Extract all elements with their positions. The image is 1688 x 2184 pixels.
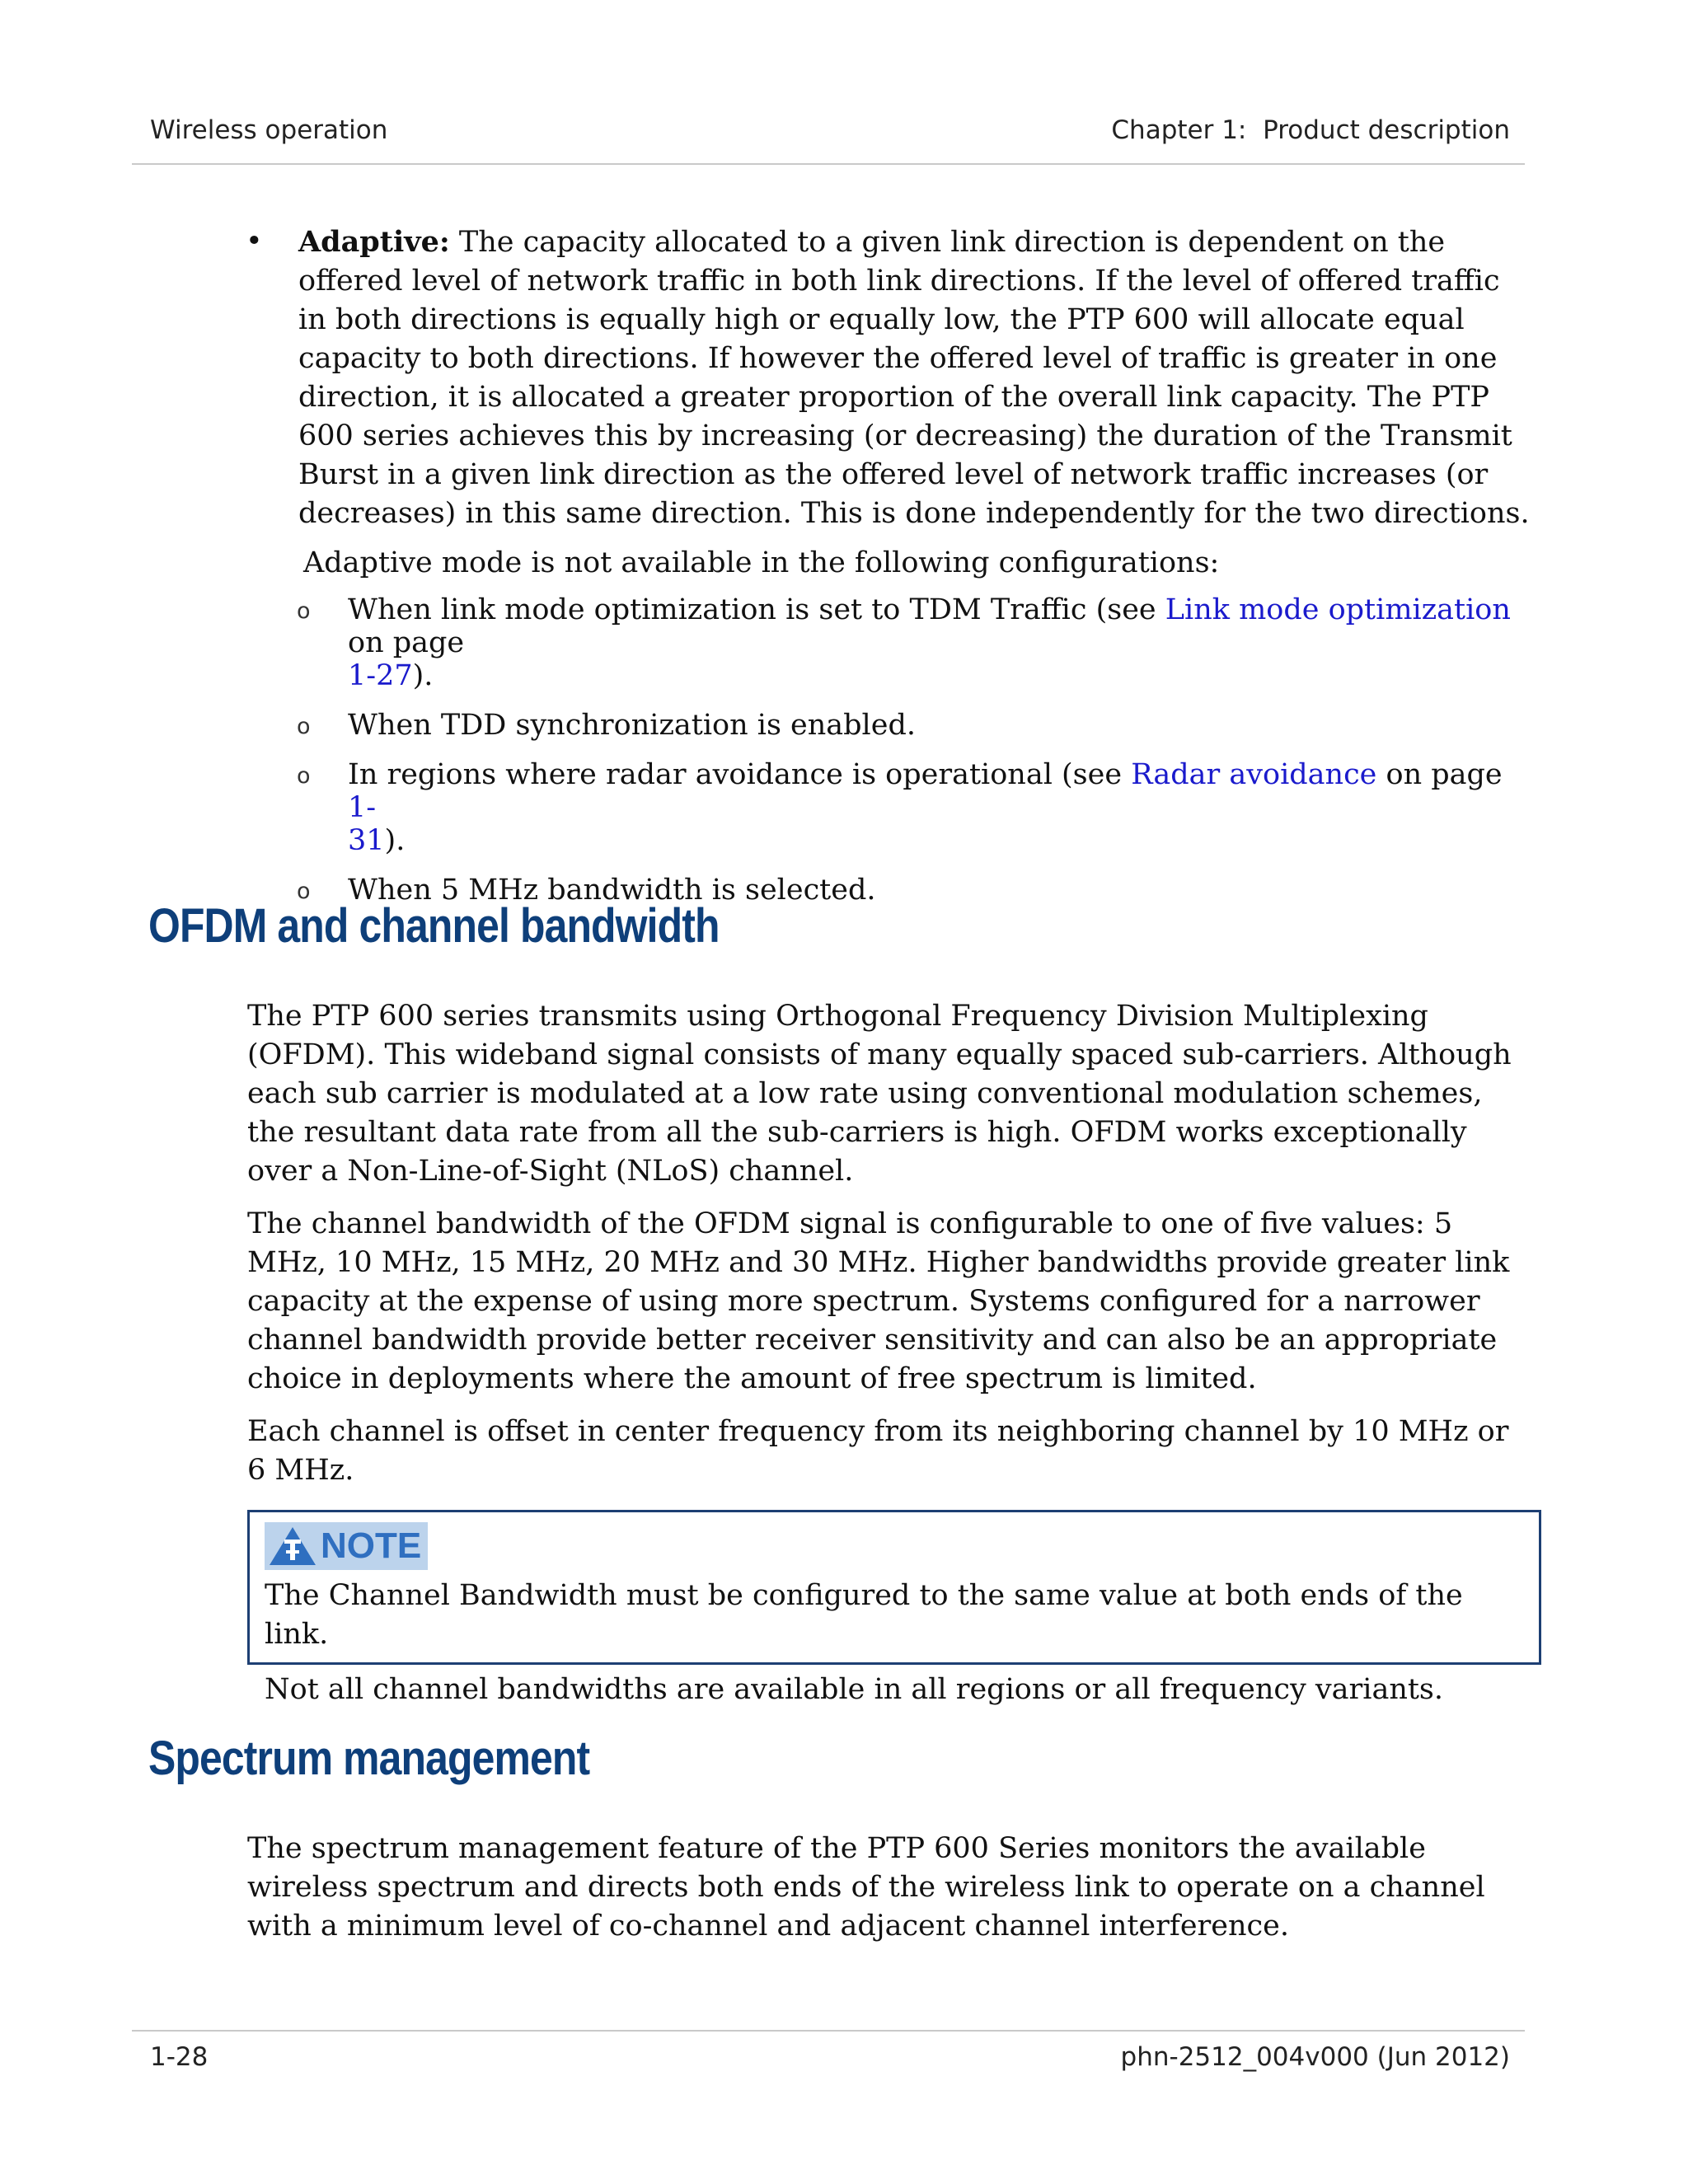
- note-box: [247, 1510, 1541, 1706]
- adaptive-term: Adaptive:: [298, 225, 450, 259]
- list-item: o In regions where radar avoidance is operational (see Radar avoidance on page 1- 31).: [297, 758, 1503, 857]
- ofdm-paragraph-2: The channel bandwidth of the OFDM signal is configurable to one of five values: 5 MHz, 10 MHz, 15 MHz, 20 MHz and 30 MHz. Higher bandwidths provide greater link capacity at the expense of using more spectrum. Systems configured for a narrower channel bandwidth provide better receiver sensitivity and can also be an appropriate choice in deployments where the amount of free spectrum is limited.: [247, 1207, 1510, 1395]
- circle-bullet-icon: o: [297, 763, 311, 789]
- page-number: 1-28: [150, 2042, 209, 2072]
- page-1-27-link[interactable]: 1-27: [348, 659, 413, 692]
- section-heading-ofdm: OFDM and channel bandwidth: [148, 899, 720, 953]
- header-divider: [132, 163, 1525, 165]
- warning-triangle-icon: [268, 1526, 317, 1567]
- header-chapter-title: Chapter 1: Product description: [1111, 115, 1510, 145]
- disc-bullet-icon: •: [246, 225, 263, 258]
- page-1-31-link[interactable]: 1-: [348, 791, 377, 824]
- adaptive-exceptions-list: [297, 593, 1533, 923]
- circle-bullet-icon: o: [297, 598, 311, 624]
- adaptive-bullet-text: [298, 223, 1535, 533]
- header-section-title: Wireless operation: [150, 115, 388, 145]
- spectrum-paragraph-1: The spectrum management feature of the PTP 600 Series monitors the available wireless spectrum and directs both ends of the wireless link to operate on a channel with a minimum level of co-channel and adjacent channel interference.: [247, 1832, 1485, 1943]
- page-1-31-link-continued[interactable]: 31: [348, 824, 385, 857]
- note-line-1: The Channel Bandwidth must be configured to the same value at both ends of the link.: [265, 1579, 1463, 1651]
- note-badge: [265, 1522, 428, 1570]
- circle-bullet-icon: o: [297, 879, 311, 904]
- adaptive-note: Adaptive mode is not available in the following configurations:: [303, 546, 1220, 579]
- link-mode-optimization-link[interactable]: Link mode optimization: [1165, 593, 1511, 626]
- list-item: o When 5 MHz bandwidth is selected.: [297, 874, 876, 907]
- circle-bullet-icon: o: [297, 714, 311, 739]
- note-line-2: Not all channel bandwidths are available in all regions or all frequency variants.: [265, 1673, 1444, 1706]
- ofdm-paragraph-3: Each channel is offset in center frequency from its neighboring channel by 10 MHz or 6 MHz.: [247, 1415, 1509, 1487]
- adaptive-description: The capacity allocated to a given link direction is dependent on the offered level of network traffic in both link directions. If the level of offered traffic in both directions is equally high or equally low, the PTP 600 will allocate equal capacity to both directions. If however the offered level of traffic is greater in one direction, it is allocated a greater proportion of the overall link capacity. The PTP 600 series achieves this by increasing (or decreasing) the duration of the Transmit Burst in a given link direction as the offered level of network traffic increases (or decreases) in this same direction. This is done independently for the two directions.: [298, 226, 1530, 530]
- ofdm-paragraph-1: The PTP 600 series transmits using Orthogonal Frequency Division Multiplexing (OFDM). This wideband signal consists of many equally spaced sub-carriers. Although each sub carrier is modulated at a low rate using conventional modulation schemes, the resultant data rate from all the sub-carriers is high. OFDM works exceptionally over a Non-Line-of-Sight (NLoS) channel.: [247, 1000, 1512, 1188]
- document-id: phn-2512_004v000 (Jun 2012): [1120, 2042, 1510, 2072]
- list-item: o When link mode optimization is set to TDM Traffic (see Link mode optimization on page 1-27).: [297, 593, 1511, 692]
- radar-avoidance-link[interactable]: Radar avoidance: [1131, 758, 1377, 791]
- note-content: [265, 1577, 1526, 1726]
- footer-divider: [132, 2030, 1525, 2032]
- section-heading-spectrum: Spectrum management: [148, 1732, 590, 1785]
- note-label: NOTE: [321, 1526, 422, 1566]
- list-item: o When TDD synchronization is enabled.: [297, 709, 916, 742]
